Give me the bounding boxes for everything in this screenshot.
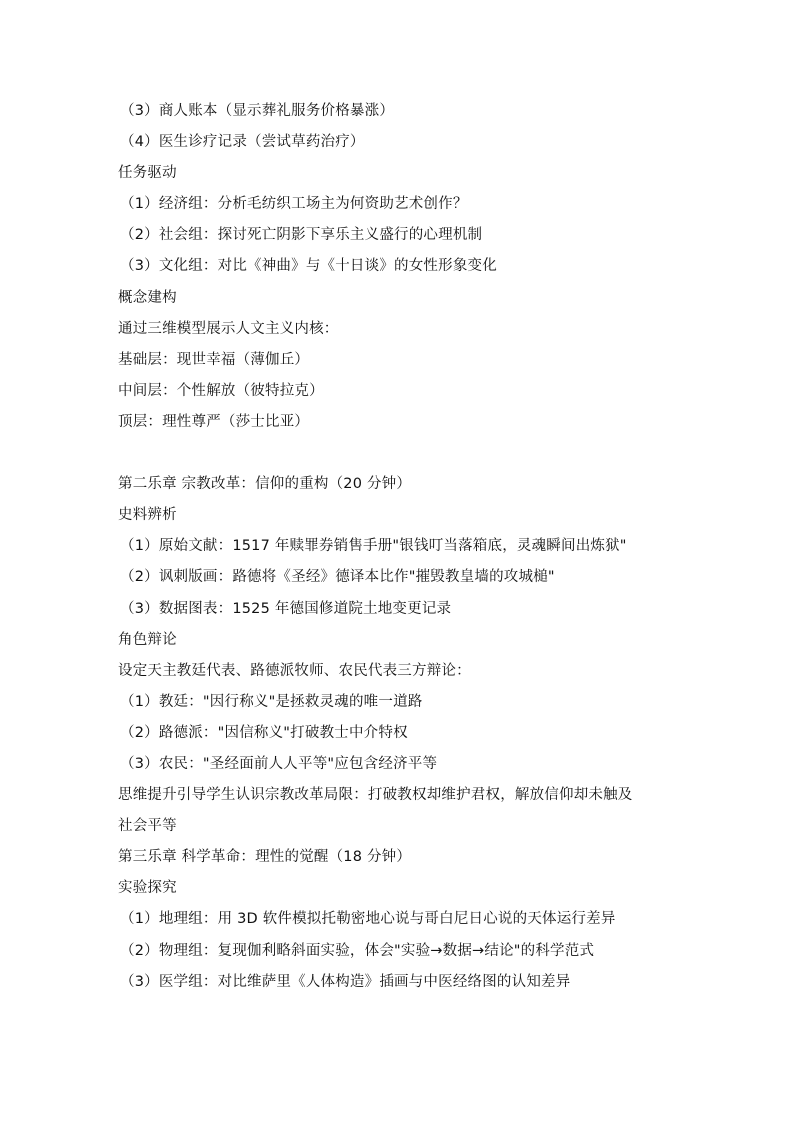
text-line: 设定天主教廷代表、路德派牧师、农民代表三方辩论： <box>118 662 471 679</box>
text-line: （3）农民："圣经面前人人平等"应包含经济平等 <box>120 755 438 772</box>
section-heading: 任务驱动 <box>118 165 177 182</box>
text-line: （3）文化组：对比《神曲》与《十日谈》的女性形象变化 <box>120 258 497 275</box>
text-line: （4）医生诊疗记录（尝试草药治疗） <box>120 134 365 151</box>
text-line: （1）地理组：用 3D 软件模拟托勒密地心说与哥白尼日心说的天体运行差异 <box>120 911 616 928</box>
section-heading: 史料辨析 <box>118 507 177 524</box>
text-line: （3）医学组：对比维萨里《人体构造》插画与中医经络图的认知差异 <box>120 973 571 990</box>
chapter-heading: 第三乐章 科学革命：理性的觉醒（18 分钟） <box>118 849 412 866</box>
document-body <box>118 96 688 998</box>
text-line: （1）经济组：分析毛纺织工场主为何资助艺术创作？ <box>120 196 468 213</box>
text-line: 社会平等 <box>118 818 177 835</box>
text-line: （2）讽刺版画：路德将《圣经》德译本比作"摧毁教皇墙的攻城槌" <box>120 569 555 586</box>
text-line: 通过三维模型展示人文主义内核： <box>118 320 339 337</box>
text-line: （2）物理组：复现伽利略斜面实验，体会"实验→数据→结论"的科学范式 <box>120 942 595 959</box>
text-line: （1）教廷："因行称义"是拯救灵魂的唯一道路 <box>120 693 423 710</box>
text-line: （3）商人账本（显示葬礼服务价格暴涨） <box>120 103 395 119</box>
section-heading: 概念建构 <box>118 289 177 306</box>
blank-line <box>118 438 688 469</box>
text-line: （2）社会组：探讨死亡阴影下享乐主义盛行的心理机制 <box>120 227 483 244</box>
chapter-heading: 第二乐章 宗教改革：信仰的重构（20 分钟） <box>118 476 412 493</box>
section-heading: 角色辩论 <box>118 631 177 648</box>
text-line: （3）数据图表：1525 年德国修道院土地变更记录 <box>120 600 452 617</box>
text-line: 中间层：个性解放（彼特拉克） <box>118 382 324 399</box>
text-line: （1）原始文献：1517 年赎罪券销售手册"银钱叮当落箱底，灵魂瞬间出炼狱" <box>120 538 627 555</box>
text-line: （2）路德派："因信称义"打破教士中介特权 <box>120 724 408 741</box>
text-line: 基础层：现世幸福（薄伽丘） <box>118 351 310 368</box>
text-line: 顶层：理性尊严（莎士比亚） <box>118 413 310 430</box>
text-line: 思维提升引导学生认识宗教改革局限：打破教权却维护君权，解放信仰却未触及 <box>118 787 633 804</box>
section-heading: 实验探究 <box>118 880 177 897</box>
